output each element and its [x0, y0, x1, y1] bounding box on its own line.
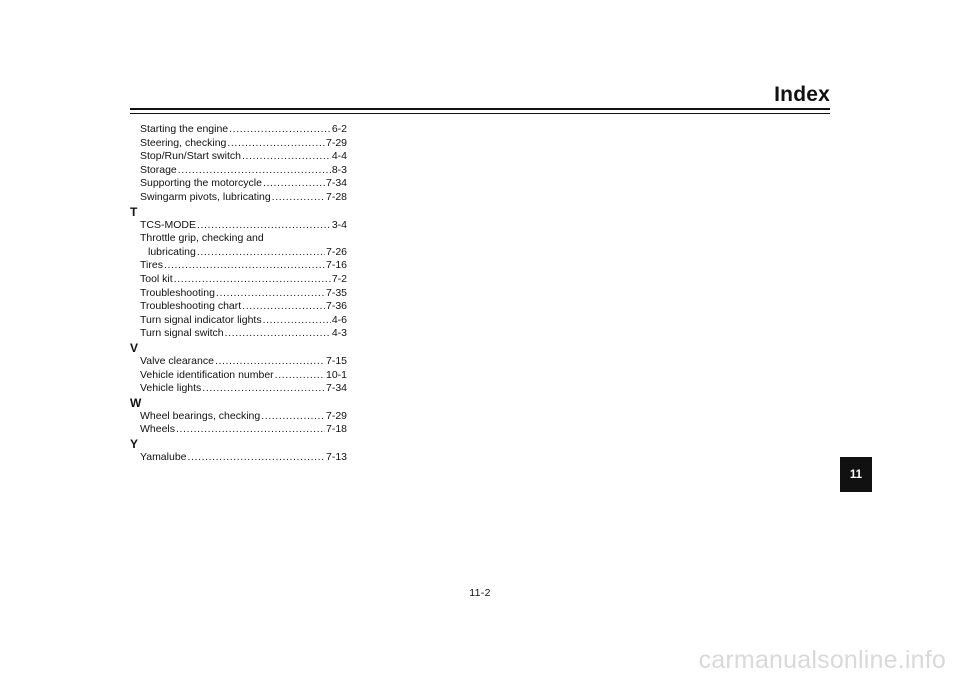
index-entry-text: TCS-MODE — [140, 218, 196, 231]
index-entry[interactable] — [130, 232, 347, 246]
dot-leader — [215, 355, 325, 369]
section-letter: Y — [130, 436, 139, 451]
index-entry-text: Storage — [140, 163, 177, 176]
dot-leader — [225, 327, 331, 341]
section-letter: V — [130, 340, 139, 355]
dot-leader — [229, 123, 331, 137]
index-entry-text: Yamalube — [140, 450, 187, 463]
dot-leader — [261, 410, 325, 424]
index-entry[interactable] — [130, 300, 347, 314]
index-entry[interactable] — [130, 219, 347, 233]
index-entry[interactable] — [130, 327, 347, 341]
index-entry-page: 7-26 — [325, 245, 347, 258]
index-entry-text: Supporting the motorcycle — [140, 177, 262, 190]
index-entry-text: Valve clearance — [140, 354, 214, 367]
watermark: carmanualsonline.info — [698, 646, 946, 674]
index-entry[interactable] — [130, 137, 347, 151]
index-entry[interactable] — [130, 287, 347, 301]
index-entry-text: Wheels — [140, 423, 176, 436]
index-entry[interactable] — [130, 246, 347, 260]
dot-leader — [275, 369, 325, 383]
index-entry-text: Turn signal switch — [140, 327, 224, 340]
index-entry-page: 7-18 — [325, 423, 347, 436]
index-entry-text: lubricating — [148, 245, 196, 258]
index-entry-text: Swingarm pivots, lubricating — [140, 190, 271, 203]
index-entry[interactable] — [130, 273, 347, 287]
dot-leader — [178, 164, 331, 178]
dot-leader — [242, 150, 331, 164]
dot-leader — [188, 451, 325, 465]
index-entry[interactable] — [130, 259, 347, 273]
index-entry-text: Tires — [140, 259, 163, 272]
index-entry-page: 3-4 — [331, 218, 347, 231]
index-entry-text: Wheel bearings, checking — [140, 409, 261, 422]
section-letter: T — [130, 204, 138, 219]
index-entry-text: Troubleshooting chart — [140, 300, 242, 313]
index-entry-page: 4-6 — [331, 313, 347, 326]
dot-leader — [216, 287, 325, 301]
index-entry-page: 7-36 — [325, 300, 347, 313]
page-number: 11-2 — [469, 587, 491, 599]
header-rule-thick — [130, 108, 830, 110]
index-entry-page: 7-34 — [325, 177, 347, 190]
index-entry-page: 7-16 — [325, 259, 347, 272]
dot-leader — [174, 273, 331, 287]
dot-leader — [164, 259, 325, 273]
index-entry-page: 7-15 — [325, 354, 347, 367]
index-entry[interactable] — [130, 382, 347, 396]
dot-leader — [197, 246, 325, 260]
index-entry-page: 7-28 — [325, 190, 347, 203]
index-entry[interactable] — [130, 164, 347, 178]
index-entry-page: 7-29 — [325, 136, 347, 149]
section-letter: W — [130, 395, 142, 410]
index-entry-page: 10-1 — [325, 368, 347, 381]
dot-leader — [227, 137, 325, 151]
index-entry-text: Turn signal indicator lights — [140, 313, 262, 326]
dot-leader — [263, 177, 325, 191]
index-entry-page: 7-35 — [325, 286, 347, 299]
index-entry[interactable] — [130, 177, 347, 191]
dot-leader — [176, 423, 325, 437]
index-entry[interactable] — [130, 123, 347, 137]
index-entry-text: Starting the engine — [140, 123, 229, 135]
dot-leader — [197, 219, 331, 233]
index-entry[interactable] — [130, 355, 347, 369]
header-rule-thin — [130, 113, 830, 114]
index-entry-text: Troubleshooting — [140, 286, 215, 299]
index-entry-page: 4-3 — [331, 327, 347, 340]
index-entry[interactable] — [130, 191, 347, 205]
index-entry-text: Throttle grip, checking and — [140, 232, 264, 245]
index-entry[interactable] — [130, 150, 347, 164]
index-entry-text: Vehicle lights — [140, 382, 202, 395]
index-entry-page: 7-34 — [325, 382, 347, 395]
index-entry-page: 7-13 — [325, 450, 347, 463]
dot-leader — [263, 314, 331, 328]
index-entry-page: 6-2 — [331, 123, 347, 135]
chapter-tab[interactable] — [840, 457, 872, 492]
index-entry[interactable] — [130, 314, 347, 328]
dot-leader — [202, 382, 325, 396]
chapter-tab-label: 11 — [849, 468, 863, 481]
index-entry-page: 4-4 — [331, 150, 347, 163]
index-entry[interactable] — [130, 423, 347, 437]
index-column — [130, 123, 347, 464]
index-entry[interactable] — [130, 451, 347, 465]
index-entry-text: Tool kit — [140, 272, 173, 285]
index-entry[interactable] — [130, 410, 347, 424]
dot-leader — [272, 191, 325, 205]
index-entry-page: 8-3 — [331, 163, 347, 176]
index-entry-page: 7-2 — [331, 272, 347, 285]
index-entry-page: 7-29 — [325, 409, 347, 422]
index-entry-text: Steering, checking — [140, 136, 227, 149]
index-entry[interactable] — [130, 369, 347, 383]
index-entry-text: Vehicle identification number — [140, 368, 274, 381]
dot-leader — [242, 300, 325, 314]
page-title: Index — [774, 83, 830, 106]
index-entry-text: Stop/Run/Start switch — [140, 150, 241, 163]
